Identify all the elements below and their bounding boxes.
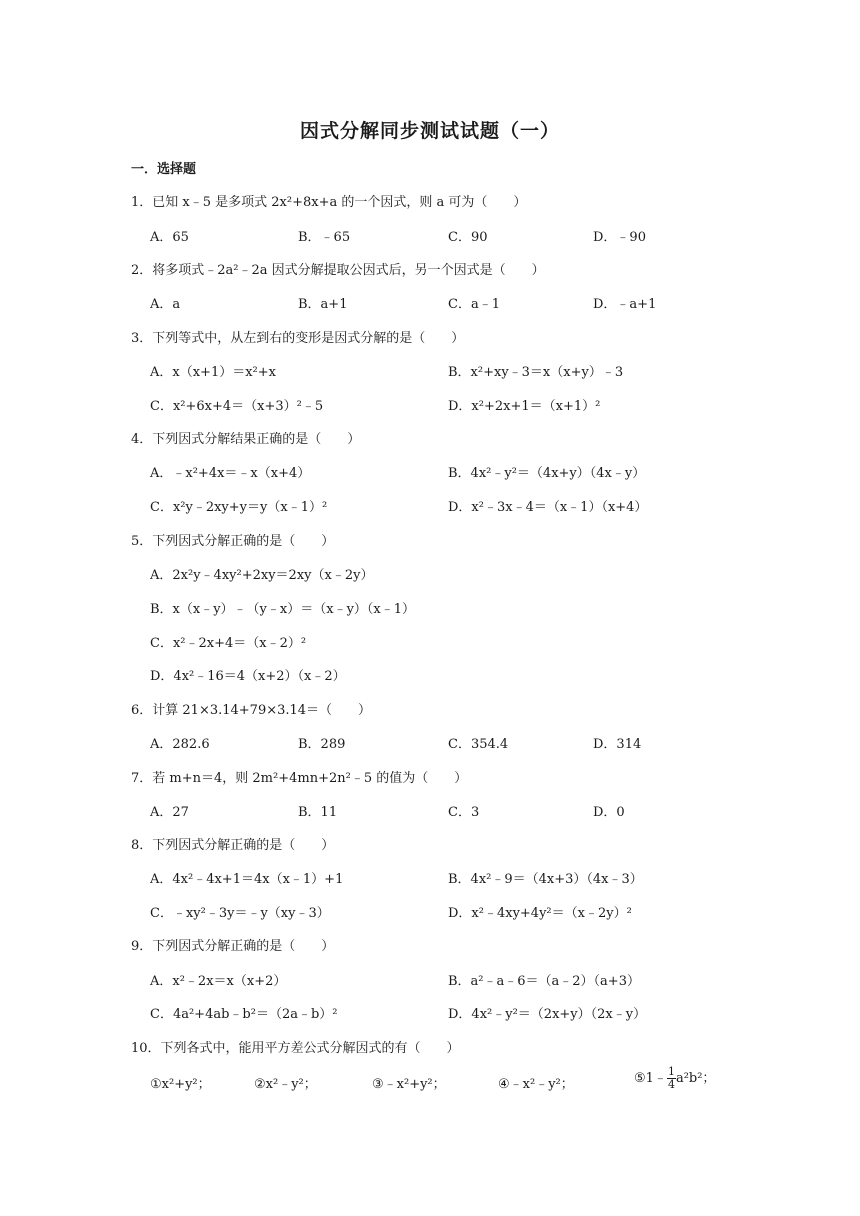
question-5-stem: 5．下列因式分解正确的是（ ） xyxy=(131,534,335,549)
q8-option-c: C．﹣xy²﹣3y＝﹣y（xy﹣3） xyxy=(150,906,330,921)
q9-option-d: D．4x²﹣y²＝（2x+y）（2x﹣y） xyxy=(448,1007,647,1022)
q4-option-b: B．4x²﹣y²＝（4x+y）（4x﹣y） xyxy=(448,466,646,481)
q1-option-c: C．90 xyxy=(448,230,488,245)
section-heading: 一．选择题 xyxy=(131,162,197,177)
q9-option-a: A．x²﹣2x＝x（x+2） xyxy=(150,974,287,989)
q6-option-d: D．314 xyxy=(593,737,642,752)
q10-item-5-suffix: a²b²； xyxy=(675,1071,716,1086)
q3-option-b: B．x²+xy﹣3＝x（x+y）﹣3 xyxy=(448,365,624,380)
q5-option-c: C．x²﹣2x+4＝（x﹣2）² xyxy=(150,636,307,651)
q2-option-b: B．a+1 xyxy=(298,297,348,312)
question-9-stem: 9．下列因式分解正确的是（ ） xyxy=(131,939,335,954)
q6-option-b: B．289 xyxy=(298,737,346,752)
q8-option-b: B．4x²﹣9＝（4x+3）（4x﹣3） xyxy=(448,872,643,887)
fraction-numerator: 1 xyxy=(667,1065,675,1078)
q7-option-a: A．27 xyxy=(150,805,189,820)
page-title: 因式分解同步测试试题（一） xyxy=(299,120,560,142)
q2-option-c: C．a﹣1 xyxy=(448,297,500,312)
question-4-stem: 4．下列因式分解结果正确的是（ ） xyxy=(131,432,361,447)
question-2-stem: 2．将多项式﹣2a²﹣2a 因式分解提取公因式后，另一个因式是（ ） xyxy=(131,263,545,278)
q5-option-d: D．4x²﹣16＝4（x+2）（x﹣2） xyxy=(150,669,346,684)
q10-item-5-prefix: ⑤1﹣ xyxy=(634,1071,667,1086)
q8-option-d: D．x²﹣4xy+4y²＝（x﹣2y）² xyxy=(448,906,632,921)
question-8-stem: 8．下列因式分解正确的是（ ） xyxy=(131,838,335,853)
q5-option-b: B．x（x﹣y）﹣（y﹣x）＝（x﹣y）（x﹣1） xyxy=(150,602,416,617)
q1-option-a: A．65 xyxy=(150,230,189,245)
q9-option-c: C．4a²+4ab﹣b²＝（2a﹣b）² xyxy=(150,1007,338,1022)
question-7-stem: 7．若 m+n＝4，则 2m²+4mn+2n²﹣5 的值为（ ） xyxy=(131,771,468,786)
q10-item-3: ③﹣x²+y²； xyxy=(372,1077,446,1092)
q6-option-a: A．282.6 xyxy=(150,737,210,752)
q1-option-b: B．﹣65 xyxy=(298,230,351,245)
q2-option-a: A．a xyxy=(150,297,181,312)
q10-item-2: ②x²﹣y²； xyxy=(254,1077,317,1092)
q4-option-c: C．x²y﹣2xy+y＝y（x﹣1）² xyxy=(150,500,328,515)
q10-item-4: ④﹣x²﹣y²； xyxy=(498,1077,574,1092)
question-10-stem: 10．下列各式中，能用平方差公式分解因式的有（ ） xyxy=(131,1041,460,1056)
q9-option-b: B．a²﹣a﹣6＝（a﹣2）（a+3） xyxy=(448,974,640,989)
q5-option-a: A．2x²y﹣4xy²+2xy＝2xy（x﹣2y） xyxy=(150,568,374,583)
q7-option-c: C．3 xyxy=(448,805,480,820)
q4-option-d: D．x²﹣3x﹣4＝（x﹣1）（x+4） xyxy=(448,500,648,515)
q4-option-a: A．﹣x²+4x＝﹣x（x+4） xyxy=(150,466,311,481)
q3-option-a: A．x（x+1）＝x²+x xyxy=(150,365,276,380)
q10-item-5-fraction xyxy=(667,1066,676,1091)
q7-option-d: D．0 xyxy=(593,805,625,820)
q3-option-d: D．x²+2x+1＝（x+1）² xyxy=(448,399,601,414)
q7-option-b: B．11 xyxy=(298,805,338,820)
question-1-stem: 1．已知 x﹣5 是多项式 2x²+8x+a 的一个因式，则 a 可为（ ） xyxy=(131,195,527,210)
q8-option-a: A．4x²﹣4x+1＝4x（x﹣1）+1 xyxy=(150,872,344,887)
question-3-stem: 3．下列等式中，从左到右的变形是因式分解的是（ ） xyxy=(131,331,465,346)
q6-option-c: C．354.4 xyxy=(448,737,509,752)
q3-option-c: C．x²+6x+4＝（x+3）²﹣5 xyxy=(150,399,324,414)
q10-item-1: ①x²+y²； xyxy=(150,1077,211,1092)
q1-option-d: D．﹣90 xyxy=(593,230,646,245)
fraction-denominator: 4 xyxy=(667,1078,675,1091)
question-6-stem: 6．计算 21×3.14+79×3.14＝（ ） xyxy=(131,703,372,718)
q10-item-5 xyxy=(634,1066,715,1091)
q2-option-d: D．﹣a+1 xyxy=(593,297,657,312)
